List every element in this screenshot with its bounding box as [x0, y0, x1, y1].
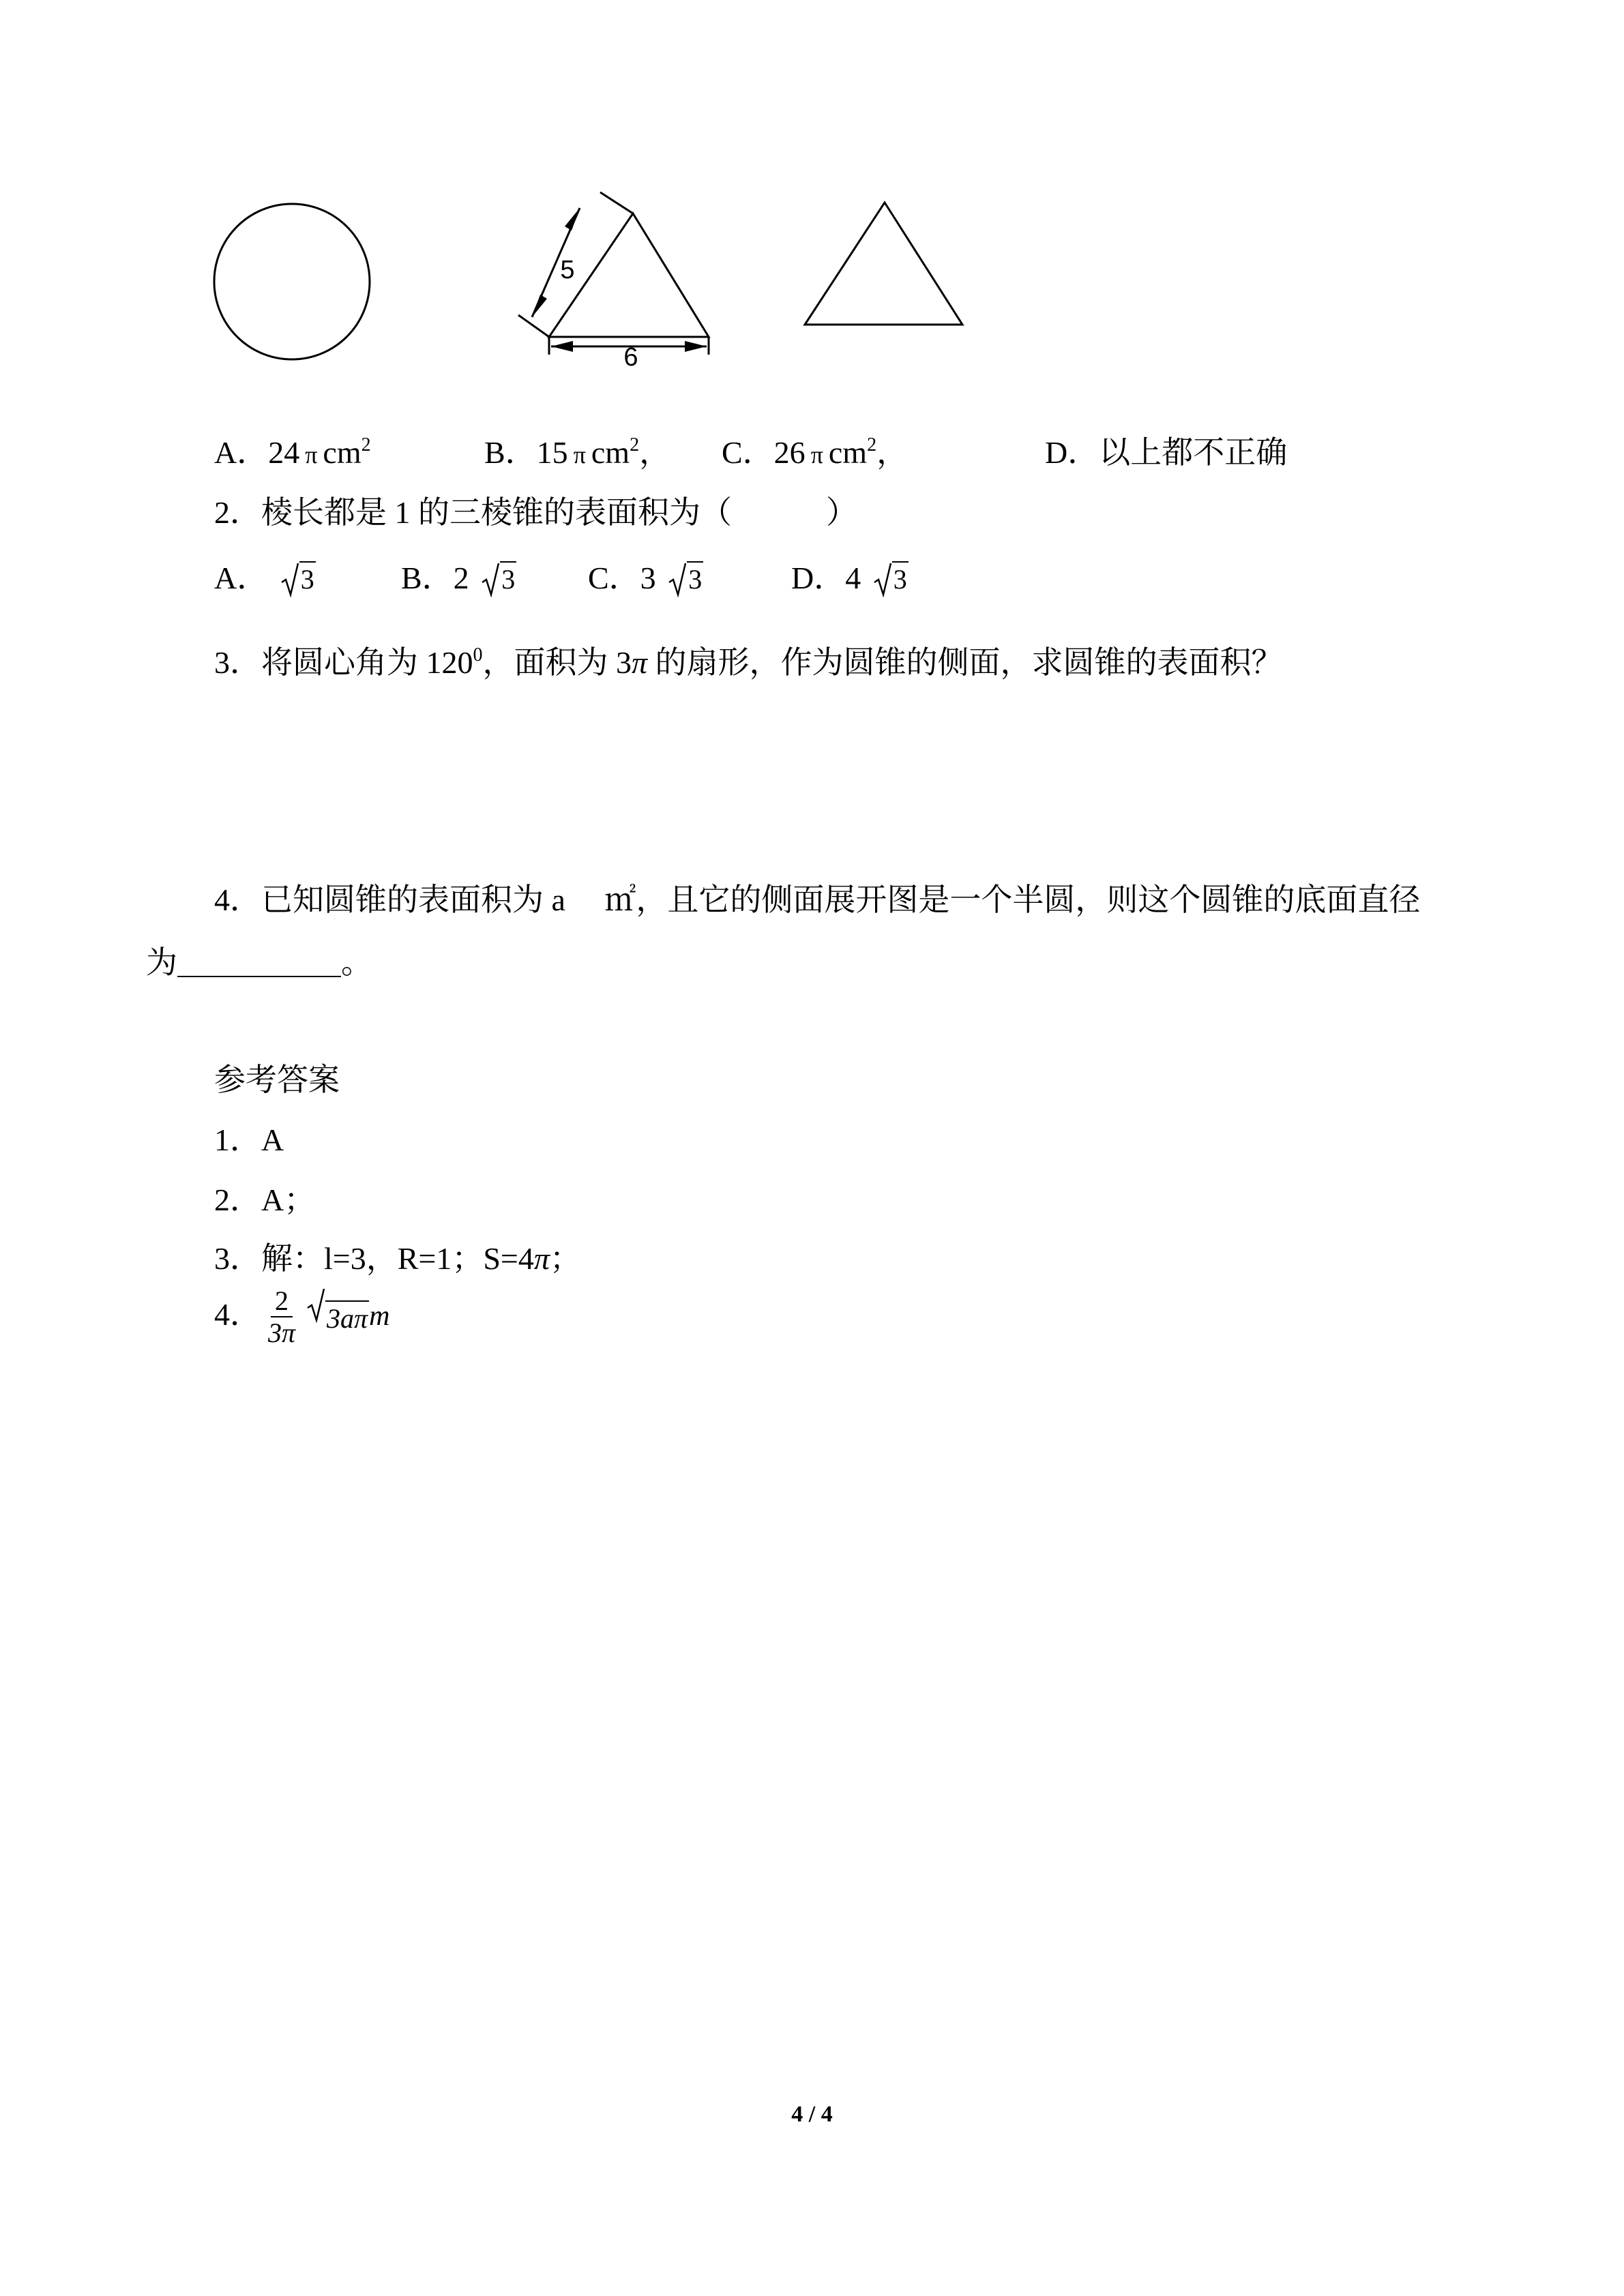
answer-4-denominator: 3π — [268, 1317, 296, 1349]
page-number: 4 / 4 — [791, 2102, 833, 2127]
radical-sign-icon — [280, 562, 299, 597]
q1-a-prefix: A．24 — [214, 435, 300, 470]
q3-pi: π — [632, 645, 648, 680]
q1-b-exp: 2 — [630, 434, 640, 456]
q1-option-a — [214, 432, 371, 478]
figures-panel — [0, 0, 1624, 423]
q2-stem: 2．棱长都是 1 的三棱锥的表面积为（ ） — [214, 495, 857, 530]
q2-c-label: C．3 — [588, 561, 656, 595]
q1-c-unit: cm — [828, 435, 868, 470]
radical-sign-icon — [873, 562, 892, 597]
q2-b-label: B．2 — [401, 561, 469, 595]
q1-b-unit: cm — [591, 435, 630, 470]
q2-b-sqrt — [481, 558, 516, 599]
answer-3-prefix: 3．解：l=3，R=1；S=4 — [214, 1241, 534, 1276]
answer-4-numerator: 2 — [271, 1286, 293, 1317]
answer-3-pi: π — [533, 1241, 550, 1276]
q3-middle: ，面积为 3 — [482, 645, 632, 680]
q1-c-prefix: C．26 — [722, 435, 806, 470]
q2-d-label: D．4 — [791, 561, 861, 595]
q1-option-d: D．以上都不正确 — [1045, 435, 1288, 470]
q1-a-pi: π — [305, 441, 318, 468]
answer-4-prefix: 4． — [214, 1297, 261, 1332]
q2-a-sqrt — [280, 558, 316, 599]
q2-c-sqrt — [668, 558, 703, 599]
q2-option-d — [791, 558, 909, 599]
q2-option-c — [588, 558, 703, 599]
q4-line2-prefix: 为 — [146, 945, 177, 980]
answers-heading: 参考答案 — [214, 1062, 340, 1097]
radical-sign-icon — [481, 562, 500, 597]
q1-a-exp: 2 — [361, 434, 371, 456]
triangle-figure — [805, 203, 962, 325]
q4-line2-suffix: 。 — [341, 945, 372, 980]
side-length-label: 5 — [560, 256, 575, 284]
q1-a-unit: cm — [323, 435, 361, 470]
answer-4 — [214, 1281, 389, 1352]
q1-c-suffix: ， — [876, 435, 909, 470]
q2-a-radicand: 3 — [299, 561, 316, 597]
q3-exp: 0 — [473, 644, 483, 666]
q1-c-pi: π — [810, 441, 823, 468]
side-dimension-line — [518, 192, 633, 337]
q2-a-label: A． — [214, 561, 269, 595]
circle-figure — [214, 204, 370, 359]
radical-sign-icon — [306, 1287, 325, 1323]
answer-1: 1．A — [214, 1122, 284, 1157]
q2-option-b — [401, 558, 516, 599]
answer-4-fraction — [265, 1286, 298, 1349]
q1-b-suffix: ， — [639, 435, 671, 470]
answer-3-suffix: ； — [549, 1241, 581, 1276]
answer-3 — [214, 1238, 581, 1279]
q1-c-exp: 2 — [867, 434, 877, 456]
q2-d-sqrt — [873, 558, 909, 599]
q4-line2 — [146, 942, 372, 983]
q1-option-b — [484, 432, 670, 478]
q2-b-radicand: 3 — [500, 561, 516, 597]
q1-b-pi: π — [573, 441, 586, 468]
q3-stem — [214, 642, 1283, 688]
answer-4-radicand: 3aπ — [325, 1300, 369, 1336]
q3-before: 3．将圆心角为 120 — [214, 645, 473, 680]
q4-line1: 4．已知圆锥的表面积为 a ㎡，且它的侧面展开图是一个半圆，则这个圆锥的底面直径 — [214, 882, 1421, 917]
q4-answer-blank — [177, 944, 341, 977]
answer-2: 2．A； — [214, 1182, 316, 1217]
q2-option-a — [214, 558, 316, 599]
radical-sign-icon — [668, 562, 687, 597]
q2-c-radicand: 3 — [687, 561, 703, 597]
q1-b-prefix: B．15 — [484, 435, 568, 470]
answer-4-sqrt — [306, 1283, 369, 1352]
q2-d-radicand: 3 — [892, 561, 909, 597]
answer-4-tail: m — [369, 1300, 390, 1332]
q3-after: 的扇形，作为圆锥的侧面，求圆锥的表面积？ — [647, 645, 1283, 680]
q1-option-c — [722, 432, 908, 478]
base-length-label: 6 — [623, 343, 638, 372]
